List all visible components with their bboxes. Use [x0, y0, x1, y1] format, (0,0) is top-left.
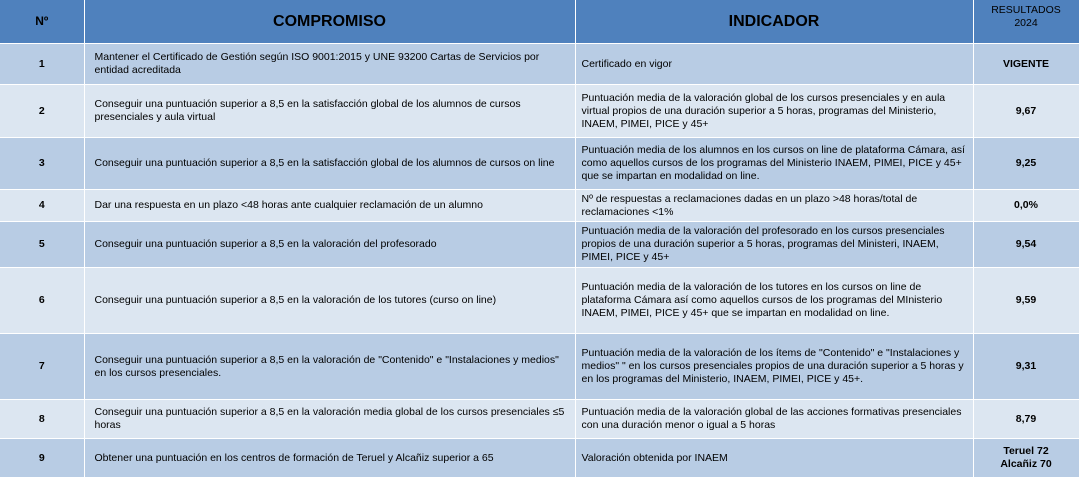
result-alcaniz: Alcañiz 70 [1000, 458, 1052, 470]
row-indicator: Puntuación media de la valoración de los ítems de "Contenido" e "Instalaciones y medios" " en los cursos presenciales propios de una duración superior a 5 horas y en los programas del Ministerio, INAEM, PIMEI, PICE y 45+. [575, 334, 973, 400]
row-indicator: Puntuación media de la valoración global de las acciones formativas presenciales con una duración menor o igual a 5 horas [575, 400, 973, 439]
row-num: 2 [0, 85, 84, 138]
row-num: 4 [0, 190, 84, 222]
row-result [973, 439, 1079, 478]
result-teruel: Teruel 72 [1003, 445, 1049, 457]
table-row [0, 138, 1079, 190]
row-commitment: Conseguir una puntuación superior a 8,5 en la valoración de los tutores (curso on line) [84, 268, 575, 334]
row-result: 9,31 [973, 334, 1079, 400]
row-num: 8 [0, 400, 84, 439]
row-commitment: Conseguir una puntuación superior a 8,5 en la valoración del profesorado [84, 222, 575, 268]
row-indicator: Puntuación media de la valoración global de los cursos presenciales y en aula virtual propios de una duración superior a 5 horas, programas del Ministerio, INAEM, PIMEI, PICE y 45+ [575, 85, 973, 138]
row-commitment: Obtener una puntuación en los centros de formación de Teruel y Alcañiz superior a 65 [84, 439, 575, 478]
row-result: 9,59 [973, 268, 1079, 334]
row-commitment: Conseguir una puntuación superior a 8,5 en la satisfacción global de los alumnos de cursos presenciales y aula virtual [84, 85, 575, 138]
row-num: 9 [0, 439, 84, 478]
row-indicator: Puntuación media de la valoración del profesorado en los cursos presenciales propios de una duración superior a 5 horas, programas del Ministeri, INAEM, PIMEI, PICE y 45+ [575, 222, 973, 268]
row-result: VIGENTE [973, 44, 1079, 85]
row-result: 9,54 [973, 222, 1079, 268]
table-row [0, 222, 1079, 268]
header-indicator: INDICADOR [575, 0, 973, 44]
row-indicator: Nº de respuestas a reclamaciones dadas en un plazo >48 horas/total de reclamaciones <1% [575, 190, 973, 222]
header-num: Nº [0, 0, 84, 44]
row-result: 9,25 [973, 138, 1079, 190]
row-commitment: Conseguir una puntuación superior a 8,5 en la valoración de "Contenido" e "Instalaciones y medios" en los cursos presenciales. [84, 334, 575, 400]
header-results-line2: 2024 [1014, 17, 1038, 29]
row-commitment: Conseguir una puntuación superior a 8,5 en la satisfacción global de los alumnos de cursos on line [84, 138, 575, 190]
row-indicator: Puntuación media de la valoración de los tutores en los cursos on line de plataforma Cámara así como aquellos cursos de los programas del MInisterio INAEM, PIMEI, PICE y 45+ que se impartan en modalidad on line. [575, 268, 973, 334]
table-row [0, 334, 1079, 400]
header-results-line1: RESULTADOS [991, 4, 1061, 16]
table-row [0, 44, 1079, 85]
header-results [973, 0, 1079, 44]
row-num: 3 [0, 138, 84, 190]
table-row [0, 268, 1079, 334]
row-result: 8,79 [973, 400, 1079, 439]
row-indicator: Valoración obtenida por INAEM [575, 439, 973, 478]
table-row [0, 85, 1079, 138]
row-result: 0,0% [973, 190, 1079, 222]
row-num: 1 [0, 44, 84, 85]
row-num: 5 [0, 222, 84, 268]
row-indicator: Certificado en vigor [575, 44, 973, 85]
table-row [0, 190, 1079, 222]
row-commitment: Dar una respuesta en un plazo <48 horas ante cualquier reclamación de un alumno [84, 190, 575, 222]
row-num: 7 [0, 334, 84, 400]
table-row [0, 439, 1079, 478]
header-row [0, 0, 1079, 44]
row-indicator: Puntuación media de los alumnos en los cursos on line de plataforma Cámara, así como aquellos cursos de los programas del Ministerio INAEM, PIMEI, PICE y 45+ que se impartan en modalidad on line. [575, 138, 973, 190]
row-result: 9,67 [973, 85, 1079, 138]
row-num: 6 [0, 268, 84, 334]
row-commitment: Mantener el Certificado de Gestión según ISO 9001:2015 y UNE 93200 Cartas de Servicios por entidad acreditada [84, 44, 575, 85]
header-commitment: COMPROMISO [84, 0, 575, 44]
table-row [0, 400, 1079, 439]
row-commitment: Conseguir una puntuación superior a 8,5 en la valoración media global de los cursos presenciales ≤5 horas [84, 400, 575, 439]
